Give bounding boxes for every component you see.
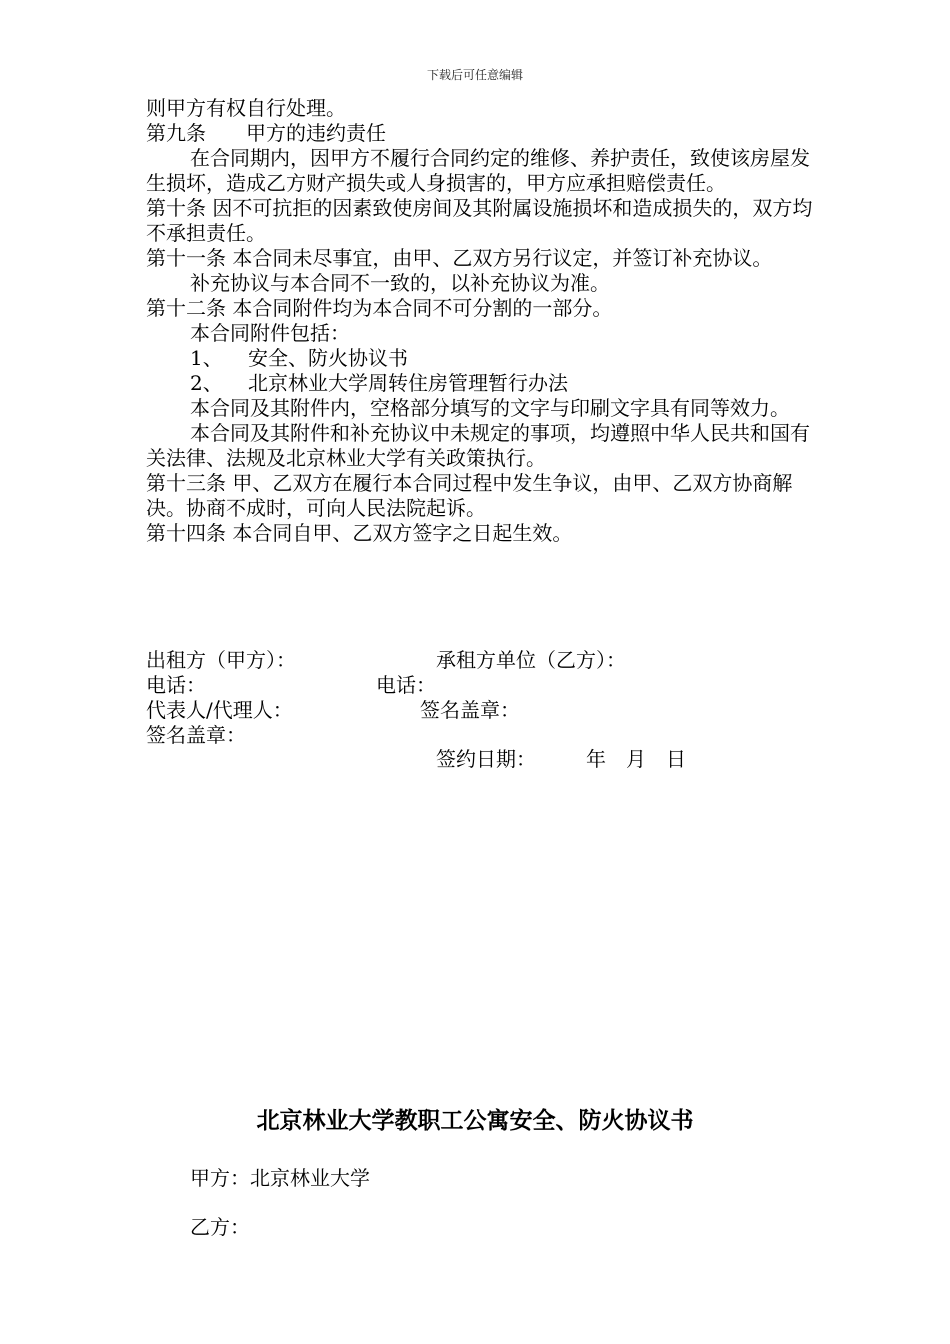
party-b: 乙方： [190, 1215, 250, 1239]
party-a: 甲方：北京林业大学 [190, 1166, 370, 1190]
phone-label-b: 电话： [376, 673, 436, 697]
article-11: 第十一条 本合同未尽事宜，由甲、乙双方另行议定，并签订补充协议。 [146, 246, 773, 270]
page-header: 下载后可任意编辑 [426, 68, 523, 82]
sign-seal-label-a: 签名盖章： [146, 723, 246, 747]
article-13: 第十三条 甲、乙双方在履行本合同过程中发生争议，由甲、乙双方协商解决。协商不成时，可向人民法院起诉。 [146, 471, 793, 520]
paragraph: 本合同附件包括： [190, 321, 350, 345]
sign-date-label: 签约日期： [436, 747, 536, 771]
attachment-text: 安全、防火协议书 [248, 346, 408, 370]
agreement-title: 北京林业大学教职工公寓安全、防火协议书 [256, 1108, 694, 1134]
sign-date-value: 年 月 日 [586, 747, 686, 771]
paragraph: 本合同及其附件内，空格部分填写的文字与印刷文字具有同等效力。 [190, 396, 790, 420]
phone-label-a: 电话： [146, 673, 206, 697]
paragraph: 在合同期内，因甲方不履行合同约定的维修、养护责任，致使该房屋发生损坏，造成乙方财产损失或人身损害的，甲方应承担赔偿责任。 [146, 146, 810, 195]
attachment-text: 北京林业大学周转住房管理暂行办法 [248, 371, 568, 395]
article-9-heading: 第九条 甲方的违约责任 [146, 121, 386, 145]
article-10: 第十条 因不可抗拒的因素致使房间及其附属设施损坏和造成损失的，双方均不承担责任。 [146, 196, 813, 245]
lessor-label: 出租方（甲方）： [146, 648, 296, 672]
contract-body [146, 96, 818, 546]
article-12: 第十二条 本合同附件均为本合同不可分割的一部分。 [146, 296, 613, 320]
article-14: 第十四条 本合同自甲、乙双方签字之日起生效。 [146, 521, 573, 545]
paragraph: 本合同及其附件和补充协议中未规定的事项，均遵照中华人民共和国有关法律、法规及北京林业大学有关政策执行。 [146, 421, 810, 470]
paragraph: 补充协议与本合同不一致的，以补充协议为准。 [190, 271, 610, 295]
attachment-number: 1、 [190, 346, 223, 370]
attachment-number: 2、 [190, 371, 223, 395]
lessee-unit-label: 承租方单位（乙方）： [436, 648, 626, 672]
paragraph: 则甲方有权自行处理。 [146, 96, 346, 120]
sign-seal-label-b: 签名盖章： [420, 698, 520, 722]
representative-label: 代表人/代理人： [146, 698, 293, 722]
attachment-item [146, 371, 818, 396]
attachment-item [146, 346, 818, 371]
